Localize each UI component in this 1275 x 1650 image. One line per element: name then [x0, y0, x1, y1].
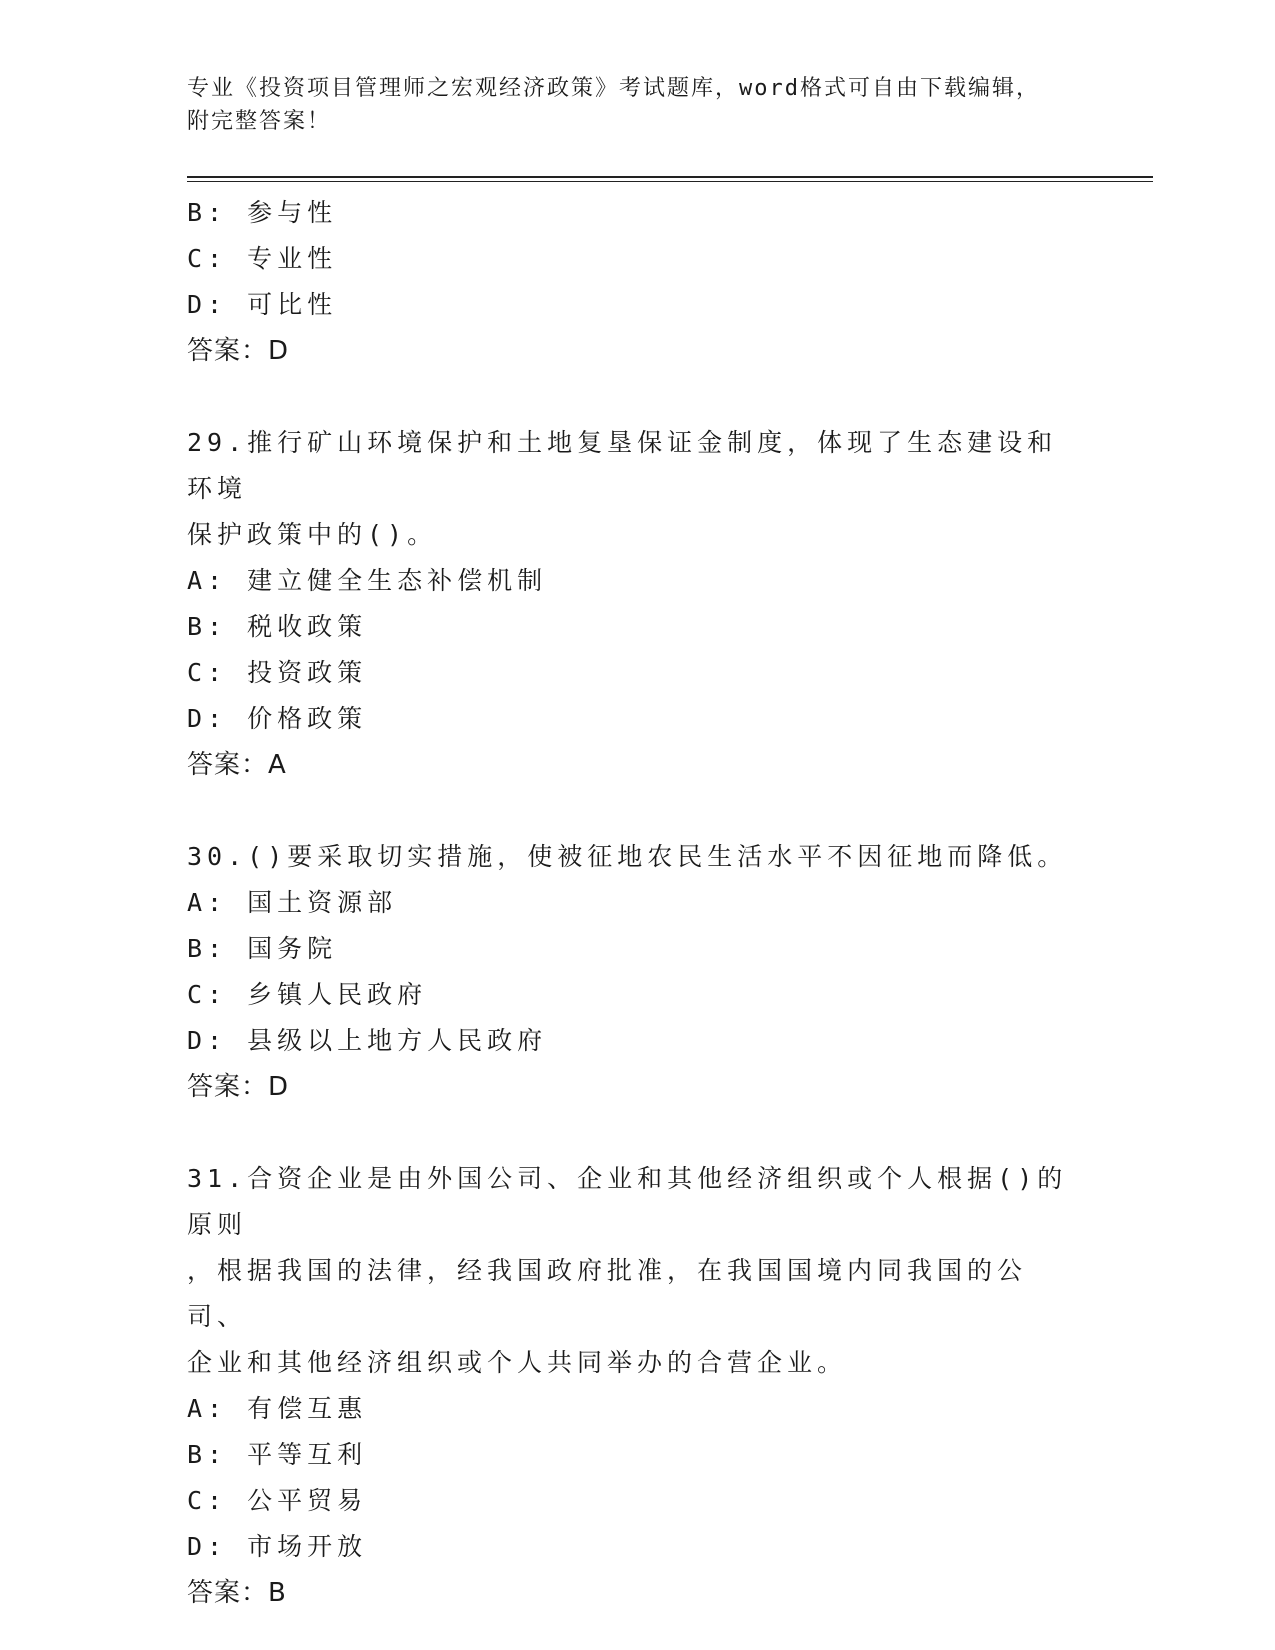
question-stem [187, 834, 1077, 880]
option-b: B: 税收政策 [187, 612, 368, 641]
option-b: B: 参与性 [187, 198, 338, 227]
question-29 [187, 420, 1087, 788]
spacer [187, 1110, 1087, 1156]
question-31 [187, 1156, 1087, 1616]
question-stem-line: 29.推行矿山环境保护和土地复垦保证金制度，体现了生态建设和环境 [187, 428, 1058, 503]
spacer [187, 788, 1087, 834]
option-a: A: 建立健全生态补偿机制 [187, 566, 548, 595]
option-d: D: 县级以上地方人民政府 [187, 1026, 548, 1055]
answer: 答案：D [187, 336, 290, 366]
header-divider-thin [187, 181, 1153, 182]
answer: 答案：B [187, 1578, 287, 1608]
question-stem-line: 保护政策中的()。 [187, 520, 438, 549]
spacer [187, 374, 1087, 420]
question-stem [187, 1156, 1077, 1386]
header-line-1: 专业《投资项目管理师之宏观经济政策》考试题库，word格式可自由下载编辑， [187, 76, 1040, 101]
question-stem-line: ，根据我国的法律，经我国政府批准，在我国国境内同我国的公司、 [187, 1256, 1028, 1331]
option-d: D: 市场开放 [187, 1532, 368, 1561]
question-list [187, 190, 1087, 1616]
option-c: C: 公平贸易 [187, 1486, 368, 1515]
option-c: C: 乡镇人民政府 [187, 980, 428, 1009]
option-c: C: 专业性 [187, 244, 338, 273]
option-a: A: 国土资源部 [187, 888, 398, 917]
question-28 [187, 190, 1087, 374]
option-d: D: 可比性 [187, 290, 338, 319]
header-line-2: 附完整答案！ [187, 109, 332, 134]
option-b: B: 国务院 [187, 934, 338, 963]
option-c: C: 投资政策 [187, 658, 368, 687]
option-d: D: 价格政策 [187, 704, 368, 733]
question-stem-line: 企业和其他经济组织或个人共同举办的合营企业。 [187, 1348, 848, 1377]
answer: 答案：D [187, 1072, 290, 1102]
question-stem [187, 420, 1077, 558]
document-header [187, 72, 1067, 138]
option-b: B: 平等互利 [187, 1440, 368, 1469]
question-30 [187, 834, 1087, 1110]
header-divider-thick [187, 176, 1153, 178]
question-stem-line: 31.合资企业是由外国公司、企业和其他经济组织或个人根据()的原则 [187, 1164, 1068, 1239]
option-a: A: 有偿互惠 [187, 1394, 368, 1423]
question-stem-line: 30.()要采取切实措施，使被征地农民生活水平不因征地而降低。 [187, 842, 1068, 871]
answer: 答案：A [187, 750, 287, 780]
